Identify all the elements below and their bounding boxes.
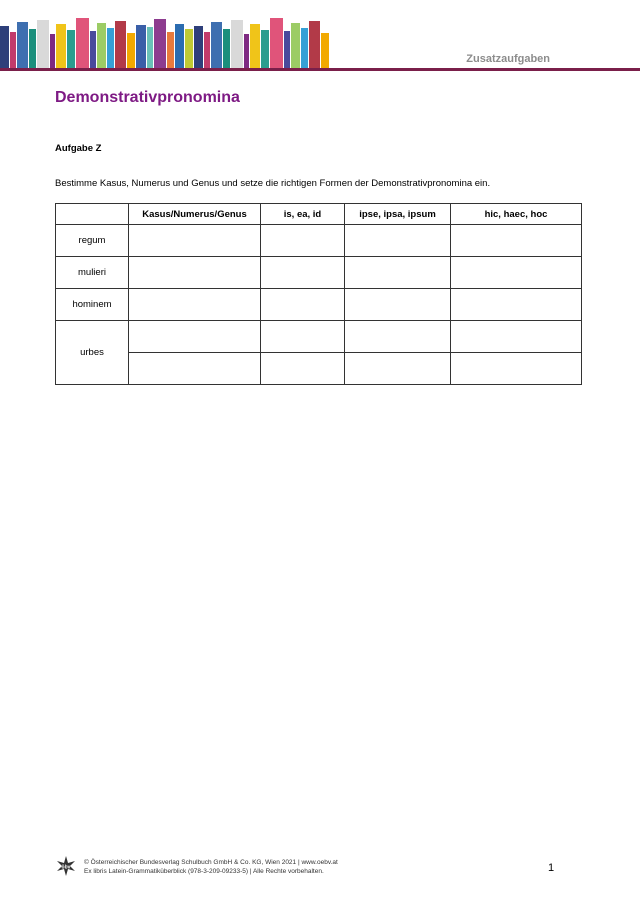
book-spine xyxy=(107,28,114,70)
answer-cell[interactable] xyxy=(129,257,261,289)
table-row xyxy=(56,225,582,257)
book-spine xyxy=(244,34,249,70)
answer-cell[interactable] xyxy=(451,289,582,321)
publisher-logo-icon xyxy=(55,855,77,877)
book-spine xyxy=(37,20,49,70)
header-rule xyxy=(0,68,640,71)
table-row xyxy=(56,289,582,321)
answer-cell[interactable] xyxy=(451,225,582,257)
book-spine xyxy=(261,30,269,70)
book-spine xyxy=(50,34,55,70)
page-header xyxy=(0,0,640,74)
answer-cell[interactable] xyxy=(451,321,582,353)
book-spine xyxy=(223,29,230,70)
answer-cell[interactable] xyxy=(129,321,261,353)
answer-cell[interactable] xyxy=(261,225,345,257)
table-row xyxy=(56,257,582,289)
header-cell-ipse: ipse, ipsa, ipsum xyxy=(345,204,451,225)
answer-cell[interactable] xyxy=(345,321,451,353)
exercise-table xyxy=(55,203,582,385)
book-spine xyxy=(90,31,96,70)
book-spine xyxy=(301,28,308,70)
answer-cell[interactable] xyxy=(345,353,451,385)
book-spine xyxy=(204,32,210,70)
book-spine xyxy=(167,32,174,70)
header-cell-kasus: Kasus/Numerus/Genus xyxy=(129,204,261,225)
header-cell-empty xyxy=(56,204,129,225)
book-spine xyxy=(194,26,203,70)
row-label-mulieri: mulieri xyxy=(56,257,129,289)
page-number: 1 xyxy=(548,862,555,874)
book-spine xyxy=(97,23,106,70)
answer-cell[interactable] xyxy=(345,289,451,321)
answer-cell[interactable] xyxy=(261,257,345,289)
section-label: Zusatzaufgaben xyxy=(466,53,550,65)
book-spine xyxy=(0,26,9,70)
book-spine xyxy=(231,20,243,70)
book-spine xyxy=(270,18,283,70)
copyright-line-1: © Österreichischer Bundesverlag Schulbuch GmbH & Co. KG, Wien 2021 | www.oebv.at xyxy=(84,859,338,866)
answer-cell[interactable] xyxy=(129,353,261,385)
table-header-row xyxy=(56,204,582,225)
book-spine xyxy=(147,27,153,70)
book-spine xyxy=(175,24,184,70)
answer-cell[interactable] xyxy=(261,289,345,321)
book-spine xyxy=(136,25,146,70)
book-spine xyxy=(76,18,89,70)
book-spine xyxy=(115,21,126,70)
book-spine xyxy=(250,24,260,70)
book-spine xyxy=(17,22,28,70)
book-spine xyxy=(67,30,75,70)
book-spine xyxy=(56,24,66,70)
answer-cell[interactable] xyxy=(451,353,582,385)
row-label-regum: regum xyxy=(56,225,129,257)
answer-cell[interactable] xyxy=(261,321,345,353)
copyright-line-2: Ex libris Latein-Grammatiküberblick (978-3-209-09233-5) | Alle Rechte vorbehalten. xyxy=(84,868,324,875)
page-footer xyxy=(55,853,585,881)
answer-cell[interactable] xyxy=(129,289,261,321)
answer-cell[interactable] xyxy=(345,225,451,257)
row-label-urbes: urbes xyxy=(56,321,129,385)
book-spine xyxy=(154,19,166,70)
header-cell-is: is, ea, id xyxy=(261,204,345,225)
task-instruction: Bestimme Kasus, Numerus und Genus und setze die richtigen Formen der Demonstrativpronomina ein. xyxy=(55,178,491,189)
table-row xyxy=(56,321,582,353)
copyright-notice xyxy=(84,858,338,876)
svg-text:öbv: öbv xyxy=(61,864,71,871)
book-spine xyxy=(185,29,193,70)
page-title: Demonstrativpronomina xyxy=(55,89,240,106)
row-label-hominem: hominem xyxy=(56,289,129,321)
book-spine xyxy=(284,31,290,70)
book-spine xyxy=(211,22,222,70)
book-spine xyxy=(10,32,16,70)
table-row xyxy=(56,353,582,385)
bookshelf-illustration xyxy=(0,18,330,70)
answer-cell[interactable] xyxy=(345,257,451,289)
book-spine xyxy=(291,23,300,70)
answer-cell[interactable] xyxy=(261,353,345,385)
book-spine xyxy=(309,21,320,70)
task-heading: Aufgabe Z xyxy=(55,143,102,154)
book-spine xyxy=(321,33,329,70)
book-spine xyxy=(29,29,36,70)
book-spine xyxy=(127,33,135,70)
answer-cell[interactable] xyxy=(451,257,582,289)
header-cell-hic: hic, haec, hoc xyxy=(451,204,582,225)
answer-cell[interactable] xyxy=(129,225,261,257)
